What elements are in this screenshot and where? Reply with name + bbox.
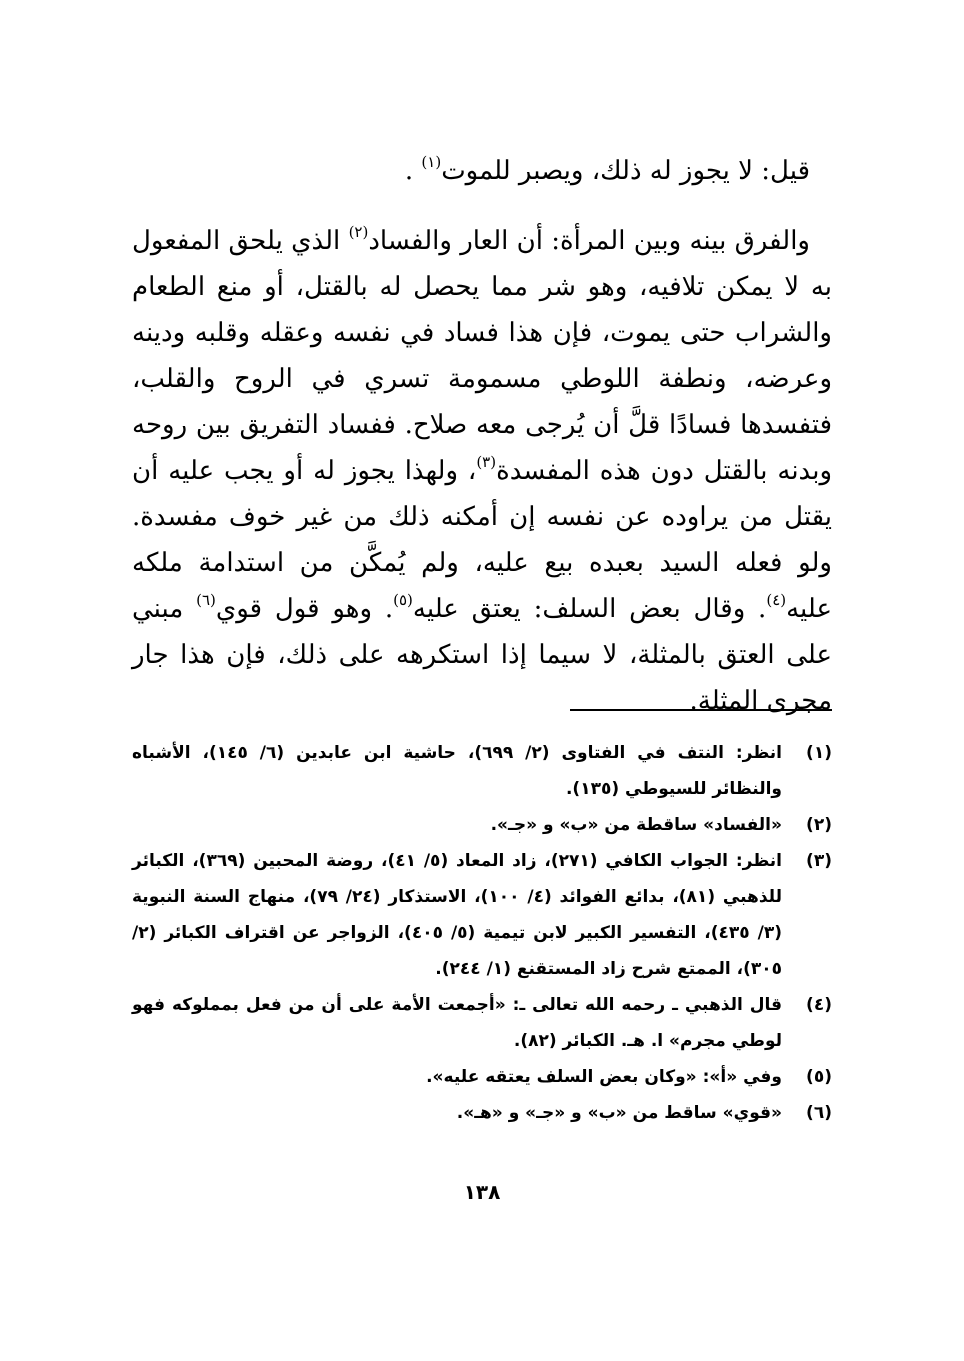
footnote-number: (٦)	[806, 1103, 832, 1123]
paragraph-text: . وهو قول قوي	[215, 594, 394, 624]
footnote-ref: (٢)	[348, 223, 369, 241]
footnote-ref: (٦)	[196, 591, 216, 609]
footnote-number: (٣)	[806, 851, 832, 871]
footnote	[132, 1059, 832, 1095]
paragraph-text: الذي يلحق المفعول به لا يمكن تلافيه، وهو شر مما يحصل له بالقتل، أو منع الطعام والشراب حتى يموت، فإن هذا فساد في نفسه وعقله وقلبه ودينه وعرضه، ونطفة اللوطي مسمومة تسري في الروح والقلب، فتفسدها فسادًا قلَّ أن يُرجى معه صلاح. ففساد التفريق بين روحه وبدنه بالقتل دون هذه المفسدة	[132, 226, 832, 486]
footnote	[132, 1095, 832, 1131]
line-end: .	[404, 156, 414, 186]
footnotes	[132, 735, 832, 1131]
footnote-ref: (١)	[421, 153, 442, 171]
line-text: قيل: لا يجوز له ذلك، ويصبر للموت	[441, 156, 810, 186]
footnote-text: انظر: النتف في الفتاوى (٢/ ٦٩٩)، حاشية ابن عابدين (٦/ ١٤٥)، الأشباه والنظائر للسيوطي (١٣٥).	[132, 743, 782, 799]
page-number: ١٣٨	[463, 1180, 501, 1204]
footnote-ref: (٣)	[476, 453, 497, 471]
footnote	[132, 843, 832, 987]
footnote-text: قال الذهبي ـ رحمه الله تعالى ـ: «أجمعت الأمة على أن من فعل بمملوكه فهو لوطي مجرم» ا. هـ. الكبائر (٨٢).	[132, 995, 782, 1051]
footnote-number: (٤)	[806, 995, 832, 1015]
footnote-number: (١)	[806, 743, 832, 763]
main-text	[132, 148, 832, 724]
footnote-ref: (٤)	[766, 591, 787, 609]
paragraph-text: . وقال بعض السلف: يعتق عليه	[412, 594, 767, 624]
paragraph-text: ، ولهذا يجوز له أو يجب عليه أن يقتل من يراوده عن نفسه إن أمكنه ذلك من غير خوف مفسدة. ولو فعله السيد بعبده بيع عليه، ولم يُمكَّن من استدامة ملكه عليه	[132, 456, 833, 624]
footnote-number: (٥)	[806, 1067, 832, 1087]
opening-line	[132, 148, 832, 194]
footnote	[132, 807, 832, 843]
footnote	[132, 987, 832, 1059]
paragraph	[132, 218, 832, 724]
footnote-number: (٢)	[806, 815, 832, 835]
paragraph-text: والفرق بينه وبين المرأة: أن العار والفساد	[368, 226, 810, 256]
paragraph-text: مبني على العتق بالمثلة، لا سيما إذا استكرهه على ذلك، فإن هذا جار مجرى المثلة.	[132, 594, 832, 716]
footnote-text: انظر: الجواب الكافي (٢٧١)، زاد المعاد (٥/ ٤١)، روضة المحبين (٣٦٩)، الكبائر للذهبي (٨١)، بدائع الفوائد (٤/ ١٠٠)، الاستذكار (٢٤/ ٧٩)، منهاج السنة النبوية (٣/ ٤٣٥)، التفسير الكبير لابن تيمية (٥/ ٤٠٥)، الزواجر عن اقتراف الكبائر (٢/ ٣٠٥)، الممتع شرح زاد المستقنع (١/ ٢٤٤).	[132, 851, 782, 979]
footnote-text: وفي «أ»: «وكان بعض السلف يعتقه عليه».	[426, 1067, 782, 1087]
footnote-ref: (٥)	[393, 591, 413, 609]
footnote	[132, 735, 832, 807]
footnote-text: «قوي» ساقط من «ب» و «جـ» و «هـ».	[456, 1103, 782, 1123]
footnote-text: «الفساد» ساقطة من «ب» و «جـ».	[490, 815, 782, 835]
footnote-divider	[570, 709, 832, 711]
